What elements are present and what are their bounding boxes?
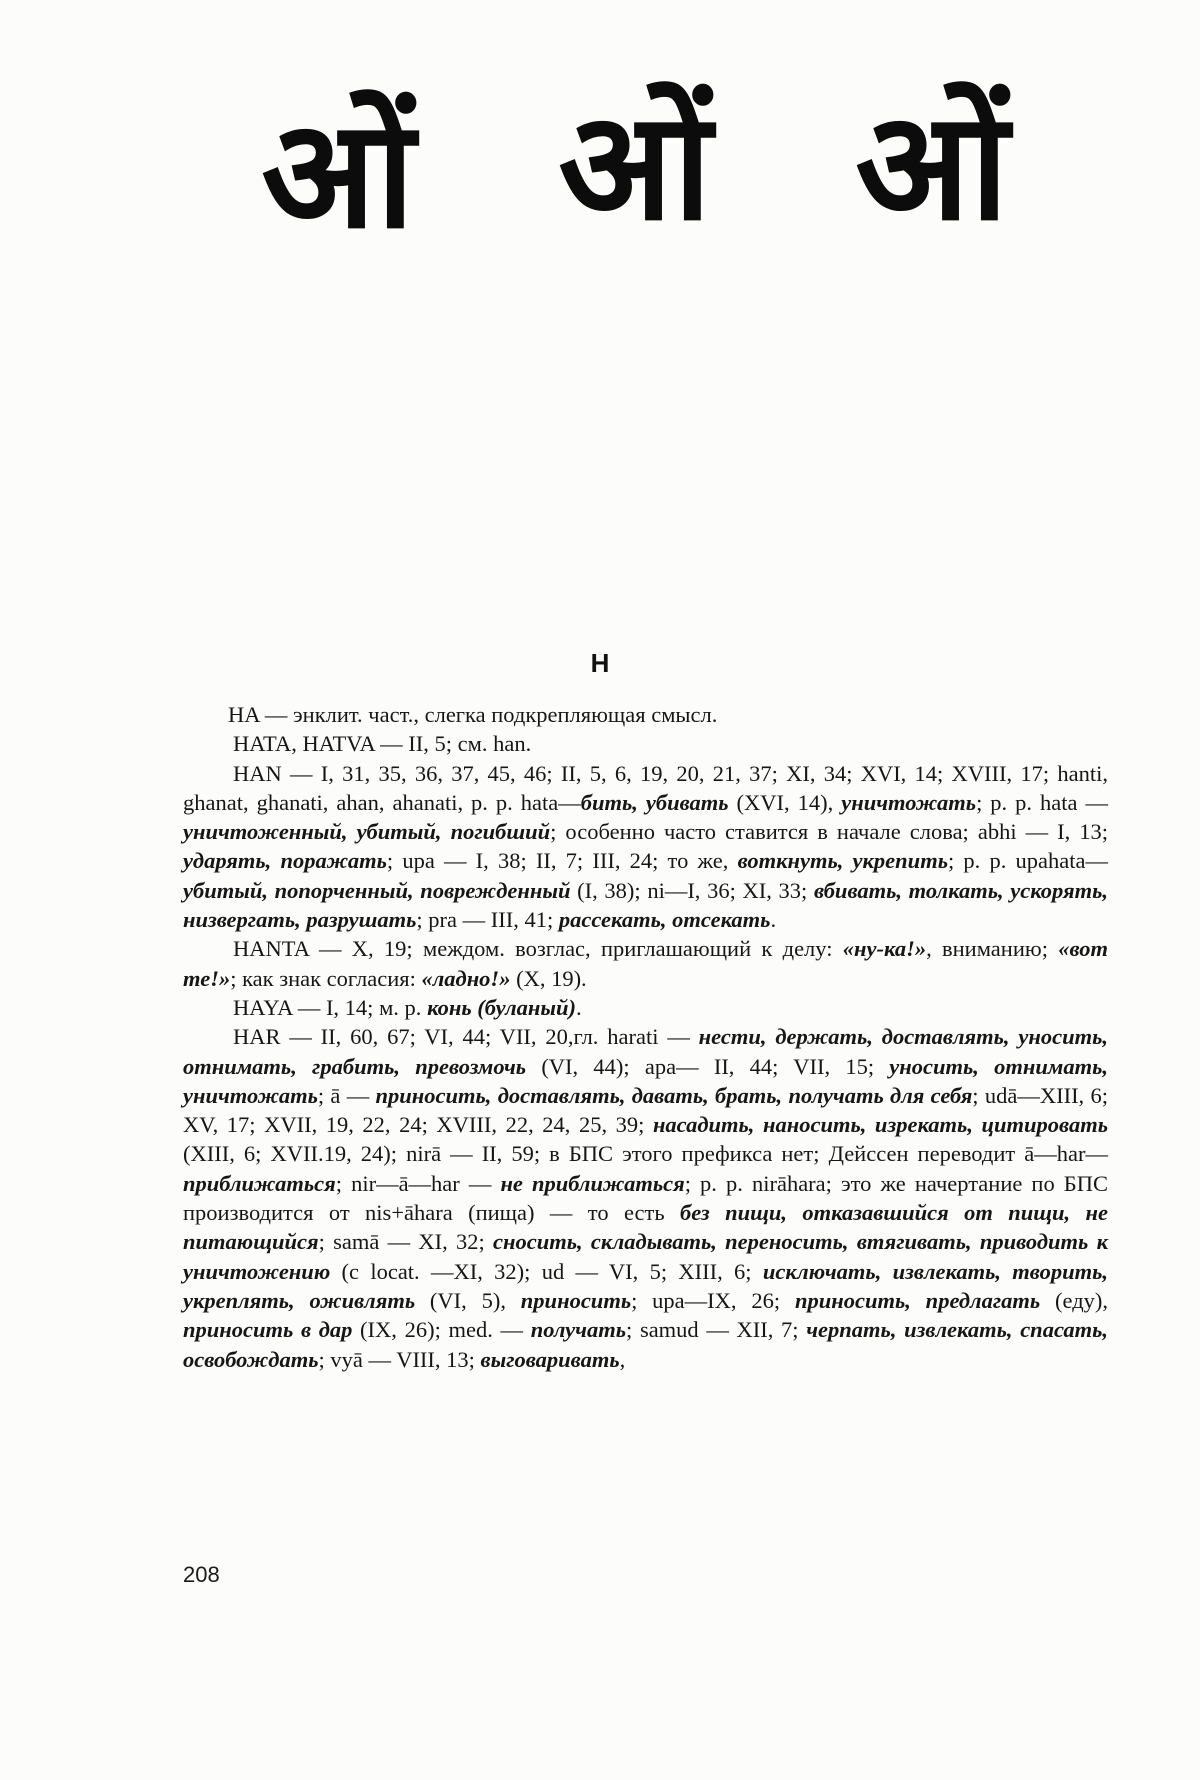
section-letter: H bbox=[590, 648, 610, 678]
entry-haya: HAYA — I, 14; м. р. конь (буланый). bbox=[233, 994, 582, 1020]
om-glyph: ओं bbox=[558, 80, 712, 254]
om-glyph: ओं bbox=[855, 80, 1009, 254]
entry-han: HAN — I, 31, 35, 36, 37, 45, 46; II, 5, 6, 19, 20, 21, 37; XI, 34; XVI, 14; XVIII, 17; hanti, ghanat, ghanati, ahan, ahanati, p. p. hata—бить, убивать (XVI, 14), уничтожать; p. p. hata — уничтоженный, убитый, погибший; особенно часто ставится в начале слова; abhi — I, 13; ударять, поражать; upa — I, 38; II, 7; III, 24; то же, воткнуть, укрепить; p. p. upahata—убитый, попорченный, поврежденный (I, 38); ni—I, 36; XI, 33; вбивать, толкать, ускорять, низвергать, разрушать; pra — III, 41; рассекать, отсекать. bbox=[183, 760, 1108, 933]
entry-ha: HA — энклит. част., слегка подкрепляющая смысл. bbox=[228, 702, 718, 727]
om-glyph: ओं bbox=[261, 88, 415, 262]
entry-hanta: HANTA — X, 19; междом. возглас, приглашающий к делу: «ну-ка!», вниманию; «вот те!»; как знак согласия: «ладно!» (X, 19). bbox=[183, 936, 1108, 991]
page-number: 208 bbox=[183, 1562, 220, 1587]
dictionary-body bbox=[183, 700, 1108, 1374]
entry-hata: HATA, HATVA — II, 5; см. han. bbox=[233, 731, 532, 757]
entry-har: HAR — II, 60, 67; VI, 44; VII, 20,гл. harati — нести, держать, доставлять, уносить, отнимать, грабить, превозмочь (VI, 44); apa— II, 44; VII, 15; уносить, отнимать, уничтожать; ā — приносить, доставлять, давать, брать, получать для себя; udā—XIII, 6; XV, 17; XVII, 19, 22, 24; XVIII, 22, 24, 25, 39; насадить, наносить, изрекать, цитировать (XIII, 6; XVII.19, 24); nirā — II, 59; в БПС этого префикса нет; Дейссен переводит ā—har—приближаться; nir—ā—har — не приближаться; p. p. nirāhara; это же начертание по БПС производится от nis+āhara (пища) — то есть без пищи, отказавшийся от пищи, не питающийся; samā — XI, 32; сносить, складывать, переносить, втягивать, приводить к уничтожению (с locat. —XI, 32); ud — VI, 5; XIII, 6; исключать, извлекать, творить, укреплять, оживлять (VI, 5), приносить; upa—IX, 26; приносить, предлагать (еду), приносить в дар (IX, 26); med. — получать; samud — XII, 7; черпать, извлекать, спасать, освобождать; vyā — VIII, 13; выговаривать, bbox=[183, 1024, 1109, 1372]
om-heading bbox=[0, 80, 1200, 280]
